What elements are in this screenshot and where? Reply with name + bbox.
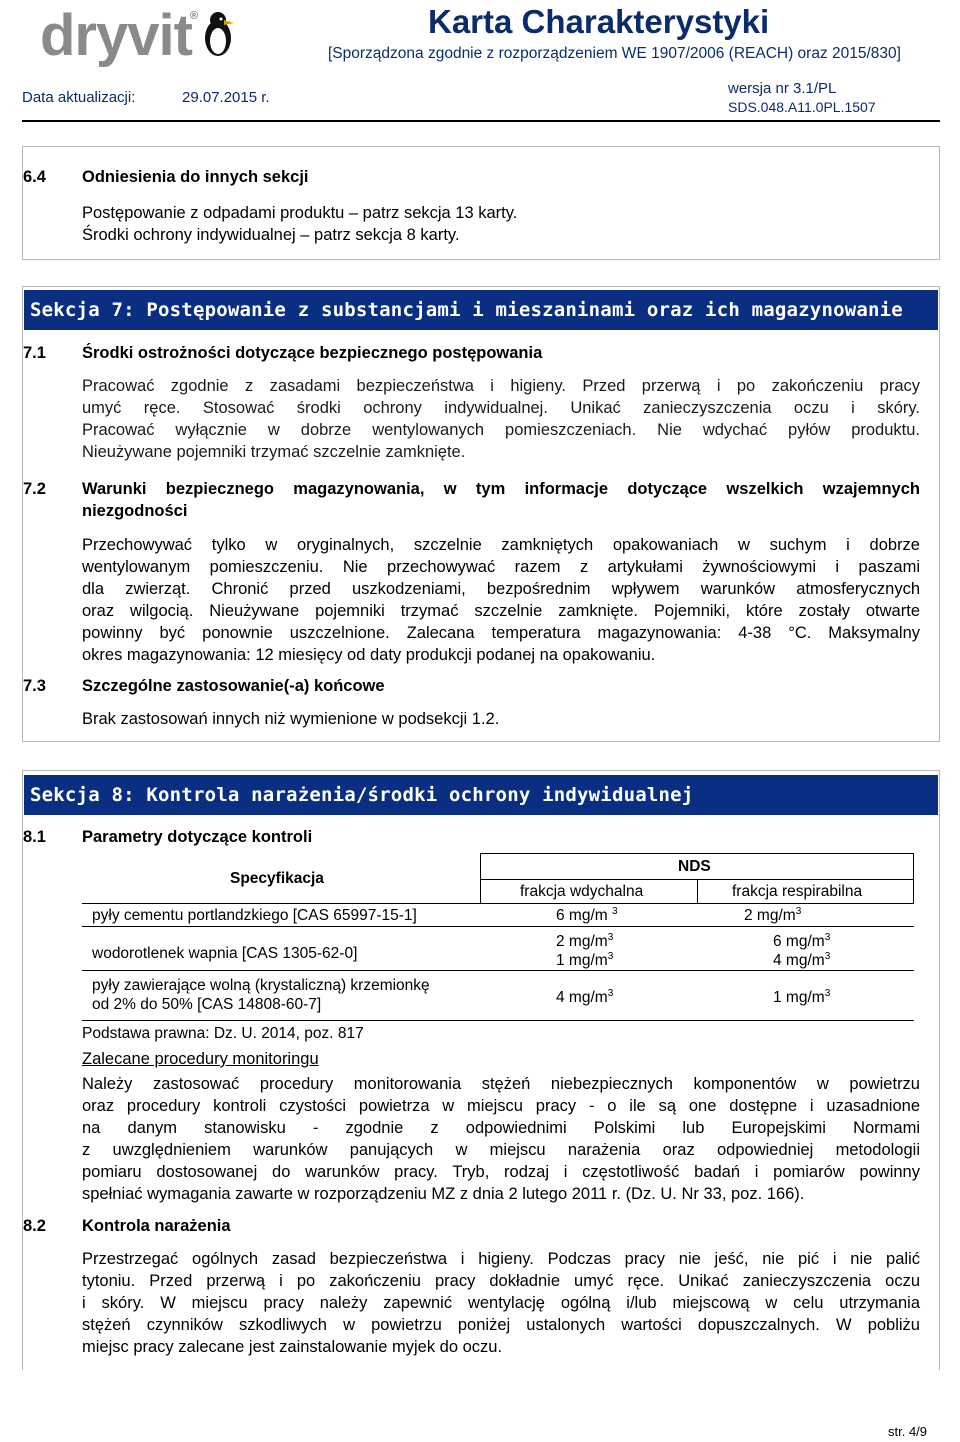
- paragraph-line: Przestrzegać ogólnych zasad bezpieczeństwa i higieny. Podczas pracy nie jeść, nie pić i nie palić: [82, 1250, 920, 1268]
- paragraph-line: dla zwierząt. Chronić przed uszkodzeniami, bezpośrednim wpływem warunków atmosferycznych: [82, 580, 920, 598]
- paragraph-line: Nieużywane pojemniki trzymać szczelnie zamknięte.: [82, 443, 466, 461]
- paragraph-line: stężeń czynników szkodliwych w powietrzu poniżej ustalonych wartości dopuszczalnych. W pobliżu: [82, 1316, 920, 1334]
- paragraph-line: powinny być ponownie uszczelnione. Zalecana temperatura magazynowania: 4-38 °C. Maksymalny: [82, 624, 920, 642]
- paragraph-line: Pracować wyłącznie w dobrze wentylowanych pomieszczeniach. Nie wdychać pyłów produktu.: [82, 421, 920, 439]
- regulation-line: [Sporządzona zgodnie z rozporządzeniem WE 1907/2006 (REACH) oraz 2015/830]: [328, 45, 901, 62]
- section-8-1-title: Parametry dotyczące kontroli: [82, 828, 313, 846]
- document-title: Karta Charakterystyki: [428, 3, 770, 40]
- nds-table: [82, 853, 914, 1021]
- paragraph-line: pomiaru dostosowanej do warunków pracy. Tryb, rodzaj i częstotliwość badań i pomiarów powinny: [82, 1163, 920, 1181]
- table-row-3-spec: pyły zawierające wolną (krystaliczną) krzemionkę od 2% do 50% [CAS 14808-60-7]: [92, 977, 430, 1013]
- section-8-2-title: Kontrola narażenia: [82, 1217, 231, 1235]
- paragraph-line: spełniać wymagania zawarte w rozporządzeniu MZ z dnia 2 lutego 2011 r. (Dz. U. Nr 33, poz. 166).: [82, 1185, 805, 1203]
- section-7-2-title-line-2: niezgodności: [82, 502, 188, 520]
- paragraph-line: umyć ręce. Stosować środki ochrony indywidualnej. Unikać zanieczyszczenia oczu i skóry.: [82, 399, 920, 417]
- section-8-2-number: 8.2: [23, 1217, 46, 1235]
- update-date: 29.07.2015 r.: [182, 89, 270, 106]
- paragraph-line: i skóry. W miejscu pracy należy zapewnić wentylację ogólną i/lub miejscową w celu utrzymania: [82, 1294, 920, 1312]
- section-7-3-number: 7.3: [23, 677, 46, 695]
- table-header-spec: Specyfikacja: [230, 870, 324, 887]
- section-8-header: Sekcja 8: Kontrola narażenia/środki ochrony indywidualnej: [24, 775, 938, 815]
- table-row-3-inhal: 4 $mg/m^3$: [556, 987, 614, 1006]
- table-header-inhalable: frakcja wdychalna: [520, 883, 644, 900]
- section-7-3-title: Szczególne zastosowanie(-a) końcowe: [82, 677, 385, 695]
- section-7-2-number: 7.2: [23, 480, 46, 498]
- table-header-respirable: frakcja respirabilna: [732, 883, 863, 900]
- section-7-3-text: Brak zastosowań innych niż wymienione w podsekcji 1.2.: [82, 710, 500, 728]
- table-row-1-spec: pyły cementu portlandzkiego [CAS 65997-15-1]: [92, 907, 417, 924]
- company-logo: [40, 4, 240, 72]
- table-header-nds: NDS: [678, 858, 711, 875]
- table-row-3-resp: 1 $mg/m^3$: [773, 987, 831, 1006]
- legal-basis: Podstawa prawna: Dz. U. 2014, poz. 817: [82, 1025, 364, 1042]
- table-row-2-inhal: 2 $mg/m^3$ 1 $mg/m^3$: [556, 931, 614, 969]
- section-7-2-body: [82, 534, 920, 666]
- section-8-2-body: [82, 1248, 920, 1358]
- paragraph-line: miejsc pracy zalecane jest zainstalowanie myjek do oczu.: [82, 1338, 503, 1356]
- document-code: SDS.048.A11.0PL.1507: [728, 99, 876, 115]
- table-row-1-inhal: 6 mg/m $^3$: [556, 905, 618, 924]
- paragraph-line: Należy zastosować procedury monitorowania stężeń niebezpiecznych komponentów w powietrzu: [82, 1075, 920, 1093]
- section-8-1-number: 8.1: [23, 828, 46, 846]
- penguin-logo-icon: [200, 10, 236, 58]
- paragraph-line: Pracować zgodnie z zasadami bezpieczeństwa i higieny. Przed przerwą i po zakończeniu pracy: [82, 377, 920, 395]
- page-number: str. 4/9: [888, 1424, 928, 1439]
- section-7-2-title-line-1: Warunki bezpiecznego magazynowania, w tym informacje dotyczące wszelkich wzajemnych: [82, 480, 920, 498]
- paragraph-line: oraz wilgocią. Nieużywane pojemniki trzymać szczelnie zamknięte. Pojemniki, które zostały otwarte: [82, 602, 920, 620]
- paragraph-line: na danym stanowisku - zgodnie z odpowiednimi Polskimi lub Europejskimi Normami: [82, 1119, 920, 1137]
- section-6-4-title: Odniesienia do innych sekcji: [82, 168, 309, 186]
- logo-wordmark: dryvit: [40, 3, 192, 68]
- paragraph-line: tytoniu. Przed przerwą i po zakończeniu pracy dokładnie umyć ręce. Unikać zanieczyszczenia oczu: [82, 1272, 920, 1290]
- paragraph-line: oraz procedury kontroli czystości powietrza w miejscu pracy - o ile są one dostępne i uzasadnione: [82, 1097, 920, 1115]
- section-6-4-line-2: Środki ochrony indywidualnej – patrz sekcja 8 karty.: [82, 226, 460, 244]
- version-number: wersja nr 3.1/PL: [728, 80, 837, 97]
- update-label: Data aktualizacji:: [22, 89, 136, 106]
- section-7-1-body: [82, 375, 920, 463]
- section-6-4-number: 6.4: [23, 168, 46, 186]
- paragraph-line: wentylowanym pomieszczeniu. Nie przechowywać razem z artykułami żywnościowymi i paszami: [82, 558, 920, 576]
- table-row-2-resp: 6 $mg/m^3$ 4 $mg/m^3$: [773, 931, 831, 969]
- table-row-1-resp: 2 $mg/m^3$: [744, 905, 802, 924]
- header-divider: [22, 120, 940, 122]
- section-7-header: Sekcja 7: Postępowanie z substancjami i mieszaninami oraz ich magazynowanie: [24, 290, 938, 330]
- section-7-1-title: Środki ostrożności dotyczące bezpiecznego postępowania: [82, 344, 543, 362]
- monitoring-title: Zalecane procedury monitoringu: [82, 1050, 319, 1068]
- monitoring-body: [82, 1073, 920, 1205]
- registered-mark: ®: [190, 10, 199, 22]
- section-7-1-number: 7.1: [23, 344, 46, 362]
- table-row-2-spec: wodorotlenek wapnia [CAS 1305-62-0]: [92, 945, 358, 962]
- section-6-4-line-1: Postępowanie z odpadami produktu – patrz sekcja 13 karty.: [82, 204, 518, 222]
- paragraph-line: Przechowywać tylko w oryginalnych, szczelnie zamkniętych opakowaniach w suchym i dobrze: [82, 536, 920, 554]
- section-7-2-title: [82, 478, 920, 522]
- paragraph-line: okres magazynowania: 12 miesięcy od daty produkcji podanej na opakowaniu.: [82, 646, 656, 664]
- paragraph-line: z uwzględnieniem warunków panujących w miejscu narażenia oraz odpowiedniej metodologii: [82, 1141, 920, 1159]
